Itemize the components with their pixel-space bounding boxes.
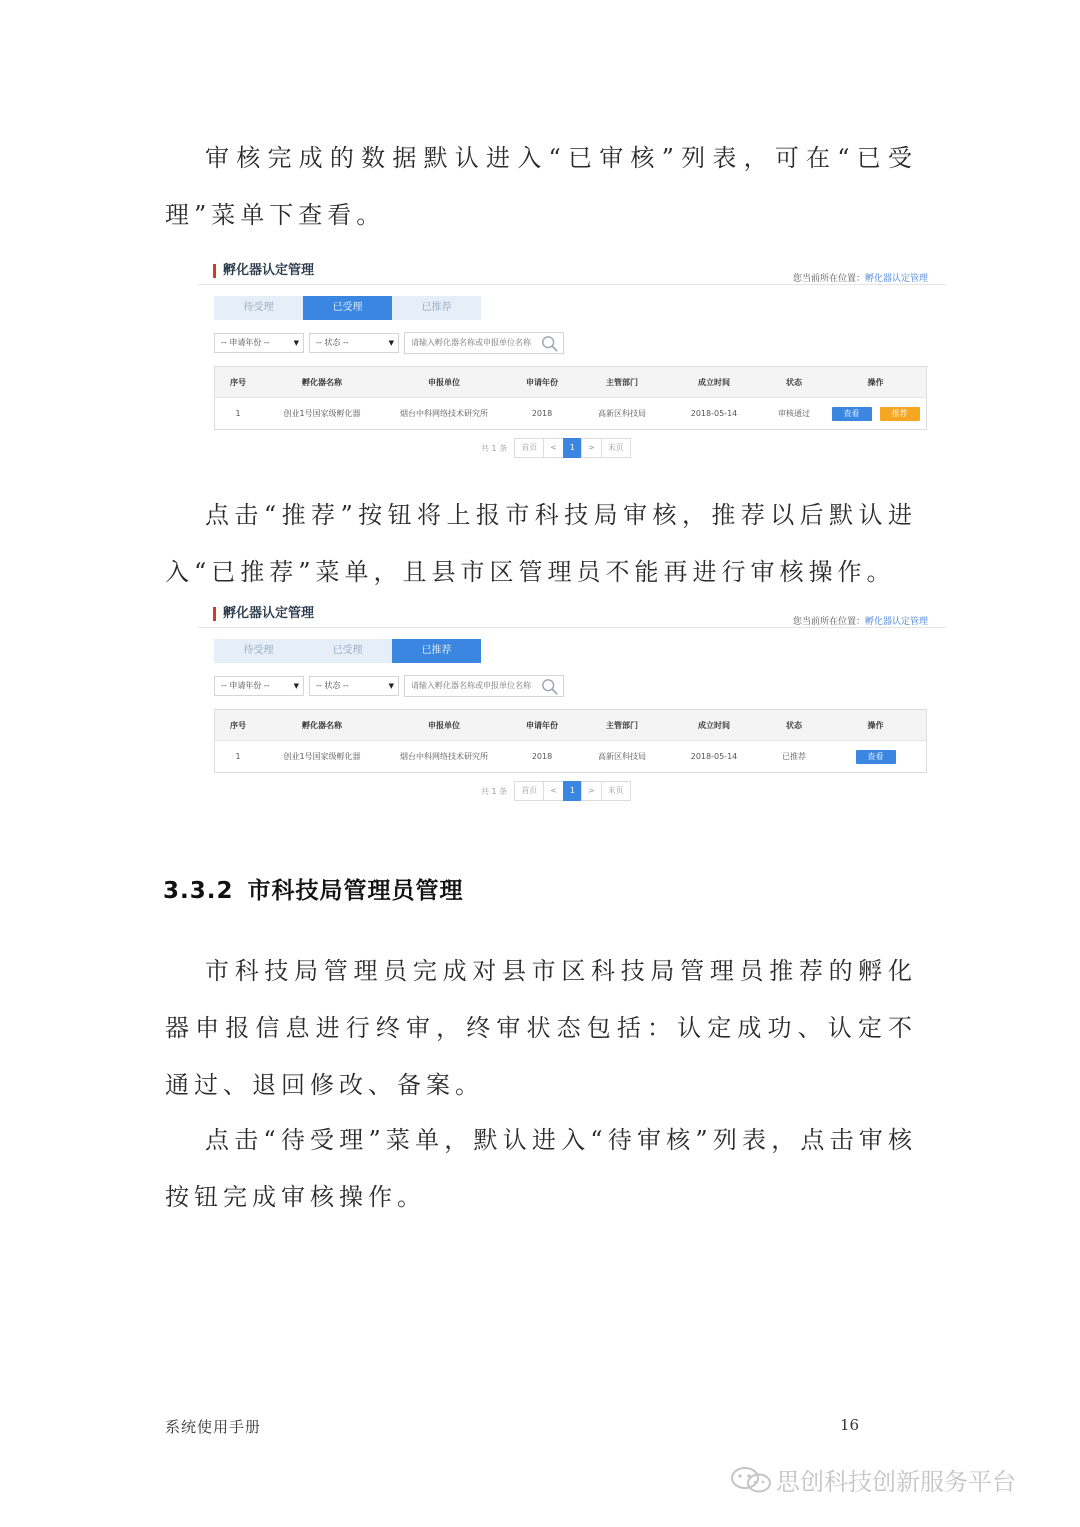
status-select[interactable]: -- 状态 -- ▼ bbox=[309, 333, 399, 353]
year-select[interactable]: -- 申请年份 -- ▼ bbox=[214, 676, 304, 696]
view-button[interactable]: 查看 bbox=[856, 750, 896, 764]
page-number: 16 bbox=[840, 1416, 860, 1434]
panel-title: 孵化器认定管理 bbox=[213, 264, 314, 278]
table-header-row bbox=[215, 367, 927, 398]
table-header-row bbox=[215, 710, 927, 741]
search-box bbox=[404, 332, 564, 354]
view-button[interactable]: 查看 bbox=[832, 407, 872, 421]
cell-year: 2018 bbox=[505, 741, 579, 773]
breadcrumb-link[interactable]: 孵化器认定管理 bbox=[864, 617, 928, 627]
paragraph-audit-done: 审核完成的数据默认进入“已审核”列表，可在“已受理”菜单下查看。 bbox=[165, 144, 917, 229]
column-header: 申报单位 bbox=[383, 710, 505, 741]
pager-first[interactable]: 首页 bbox=[514, 781, 544, 801]
column-header: 申请年份 bbox=[505, 367, 579, 398]
cell-name: 创业1号国家级孵化器 bbox=[261, 741, 383, 773]
section-title: 市科技局管理员管理 bbox=[247, 878, 464, 904]
filter-bar bbox=[214, 332, 564, 354]
panel-header bbox=[198, 262, 946, 285]
pager-first[interactable]: 首页 bbox=[514, 438, 544, 458]
cell-actions bbox=[825, 741, 927, 773]
paragraph-pending-click: 点击“待受理”菜单，默认进入“待审核”列表，点击审核按钮完成审核操作。 bbox=[165, 1126, 917, 1211]
column-header: 成立时间 bbox=[665, 710, 763, 741]
cell-dept: 高新区科技局 bbox=[579, 741, 665, 773]
cell-dept: 高新区科技局 bbox=[579, 398, 665, 430]
search-box bbox=[404, 675, 564, 697]
section-heading bbox=[163, 872, 464, 905]
cell-unit: 烟台中科网络技术研究所 bbox=[383, 741, 505, 773]
column-header: 操作 bbox=[825, 367, 927, 398]
column-header: 操作 bbox=[825, 710, 927, 741]
pagination bbox=[481, 438, 631, 458]
pager-next[interactable]: > bbox=[581, 438, 602, 458]
pager-last[interactable]: 末页 bbox=[601, 438, 631, 458]
watermark-text: 思创科技创新服务平台 bbox=[776, 1468, 1016, 1496]
wechat-icon bbox=[728, 1465, 774, 1495]
tab-accepted[interactable]: 已受理 bbox=[303, 296, 392, 320]
cell-year: 2018 bbox=[505, 398, 579, 430]
breadcrumb-link[interactable]: 孵化器认定管理 bbox=[864, 274, 928, 284]
column-header: 状态 bbox=[763, 367, 825, 398]
pager-total: 共 1 条 bbox=[481, 443, 508, 453]
pager-last[interactable]: 末页 bbox=[601, 781, 631, 801]
column-header: 主管部门 bbox=[579, 367, 665, 398]
column-header: 序号 bbox=[215, 367, 262, 398]
pagination bbox=[481, 781, 631, 801]
status-select[interactable]: -- 状态 -- ▼ bbox=[309, 676, 399, 696]
cell-actions bbox=[825, 398, 927, 430]
breadcrumb: 您当前所在位置：孵化器认定管理 bbox=[792, 274, 928, 284]
pager-prev[interactable]: < bbox=[543, 438, 564, 458]
table-row bbox=[215, 398, 927, 430]
cell-status: 已推荐 bbox=[763, 741, 825, 773]
caret-down-icon: ▼ bbox=[293, 339, 299, 347]
column-header: 孵化器名称 bbox=[261, 710, 383, 741]
year-select[interactable]: -- 申请年份 -- ▼ bbox=[214, 333, 304, 353]
search-icon[interactable] bbox=[541, 335, 559, 353]
caret-down-icon: ▼ bbox=[388, 339, 394, 347]
tab-recommended[interactable]: 已推荐 bbox=[392, 639, 481, 663]
data-table bbox=[214, 709, 927, 773]
paragraph-recommend: 点击“推荐”按钮将上报市科技局审核，推荐以后默认进入“已推荐”菜单，且县市区管理员不能再进行审核操作。 bbox=[165, 501, 917, 586]
panel-header bbox=[198, 605, 946, 628]
screenshot-recommended-list bbox=[198, 605, 946, 813]
pager-next[interactable]: > bbox=[581, 781, 602, 801]
pager-current[interactable]: 1 bbox=[563, 781, 582, 801]
column-header: 主管部门 bbox=[579, 710, 665, 741]
panel-title: 孵化器认定管理 bbox=[213, 607, 314, 621]
section-number: 3.3.2 bbox=[163, 878, 234, 904]
cell-date: 2018-05-14 bbox=[665, 741, 763, 773]
cell-date: 2018-05-14 bbox=[665, 398, 763, 430]
caret-down-icon: ▼ bbox=[293, 682, 299, 690]
column-header: 孵化器名称 bbox=[261, 367, 383, 398]
tab-bar bbox=[214, 296, 481, 320]
column-header: 序号 bbox=[215, 710, 262, 741]
cell-unit: 烟台中科网络技术研究所 bbox=[383, 398, 505, 430]
footer-manual-name: 系统使用手册 bbox=[165, 1418, 262, 1436]
pager-prev[interactable]: < bbox=[543, 781, 564, 801]
caret-down-icon: ▼ bbox=[388, 682, 394, 690]
column-header: 状态 bbox=[763, 710, 825, 741]
breadcrumb: 您当前所在位置：孵化器认定管理 bbox=[792, 617, 928, 627]
search-input[interactable] bbox=[411, 681, 536, 690]
cell-no: 1 bbox=[215, 741, 262, 773]
pager-current[interactable]: 1 bbox=[563, 438, 582, 458]
tab-recommended[interactable]: 已推荐 bbox=[392, 296, 481, 320]
column-header: 申报单位 bbox=[383, 367, 505, 398]
data-table bbox=[214, 366, 927, 430]
paragraph-final-review: 市科技局管理员完成对县市区科技局管理员推荐的孵化器申报信息进行终审，终审状态包括：认定成功、认定不通过、退回修改、备案。 bbox=[165, 957, 917, 1099]
recommend-button[interactable]: 推荐 bbox=[880, 407, 920, 421]
column-header: 成立时间 bbox=[665, 367, 763, 398]
cell-status: 审核通过 bbox=[763, 398, 825, 430]
pager-total: 共 1 条 bbox=[481, 786, 508, 796]
table-row bbox=[215, 741, 927, 773]
search-input[interactable] bbox=[411, 338, 536, 347]
screenshot-accepted-list bbox=[198, 262, 946, 470]
search-icon[interactable] bbox=[541, 678, 559, 696]
tab-bar bbox=[214, 639, 481, 663]
tab-accepted[interactable]: 已受理 bbox=[303, 639, 392, 663]
watermark bbox=[728, 1462, 1016, 1497]
cell-no: 1 bbox=[215, 398, 262, 430]
filter-bar bbox=[214, 675, 564, 697]
tab-pending[interactable]: 待受理 bbox=[214, 639, 303, 663]
cell-name: 创业1号国家级孵化器 bbox=[261, 398, 383, 430]
tab-pending[interactable]: 待受理 bbox=[214, 296, 303, 320]
column-header: 申请年份 bbox=[505, 710, 579, 741]
